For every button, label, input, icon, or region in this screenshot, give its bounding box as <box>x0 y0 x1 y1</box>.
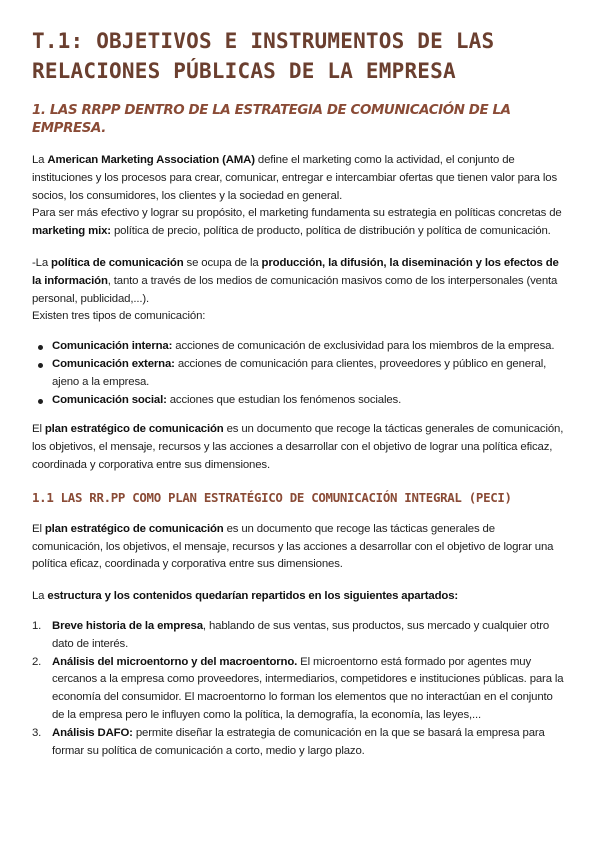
paragraph-politica-comunicacion: -La política de comunicación se ocupa de la producción, la difusión, la diseminación y los efectos de la información, tanto a través de los medios de comunicación masivos como de los interpersonales (venta personal, publicidad,...). <box>32 256 559 305</box>
paragraph-peci: El plan estratégico de comunicación es un documento que recoge las tácticas generales de comunicación, los objetivos, el mensaje, recursos y las acciones a desarrollar con el objetivo de lograr una política eficaz, coordinada y corporativa entre sus dimensiones. <box>32 522 554 571</box>
document-title: T.1: OBJETIVOS E INSTRUMENTOS DE LAS RELACIONES PÚBLICAS DE LA EMPRESA <box>32 29 495 83</box>
paragraph-tipos-intro: Existen tres tipos de comunicación: <box>32 310 206 323</box>
section-heading-1-1: 1.1 LAS RR.PP COMO PLAN ESTRATÉGICO DE COMUNICACIÓN INTEGRAL (PECI) <box>32 489 512 505</box>
list-item: Comunicación externa: acciones de comunicación para clientes, proveedores y público en general, ajeno a la empresa. <box>52 356 568 392</box>
list-item: 3. Análisis DAFO: permite diseñar la estrategia de comunicación en la que se basará la empresa para formar su política de comunicación a corto, medio y largo plazo. <box>32 726 545 757</box>
structure-list <box>32 618 568 760</box>
paragraph-ama: La American Marketing Association (AMA) define el marketing como la actividad, el conjunto de instituciones y los procesos para crear, comunicar, entregar e intercambiar ofertas que tienen valor para los socios, los consumidores, los clientes y la sociedad en general. <box>32 154 557 202</box>
paragraph-estructura: La estructura y los contenidos quedarían repartidos en los siguientes apartados: <box>32 590 459 603</box>
paragraph-marketing-mix: Para ser más efectivo y lograr su propósito, el marketing fundamenta su estrategia en políticas concretas de marketing mix: política de precio, política de producto, política de distribución y política de comunicación. <box>32 207 562 238</box>
section-heading-1: 1. LAS RRPP DENTRO DE LA ESTRATEGIA DE COMUNICACIÓN DE LA EMPRESA. <box>32 103 511 136</box>
list-item: 2. Análisis del microentorno y del macroentorno. El microentorno está formado por agentes muy cercanos a la empresa como proveedores, intermediarios, competidores e instituciones públicas. para la economía del consumidor. El macroentorno lo forman los elementos que no interactúan en el conjunto de la empresa pero le influyen como la política, la demografía, la economía, las leyes,... <box>32 655 564 721</box>
communication-types-list <box>32 338 568 409</box>
list-item: Comunicación interna: acciones de comunicación de exclusividad para los miembros de la empresa. <box>52 338 568 356</box>
list-item: Comunicación social: acciones que estudian los fenómenos sociales. <box>52 392 568 410</box>
list-item: 1. Breve historia de la empresa, hablando de sus ventas, sus productos, sus mercado y cualquier otro dato de interés. <box>32 619 550 650</box>
paragraph-plan-estrategico: El plan estratégico de comunicación es un documento que recoge la tácticas generales de comunicación, los objetivos, el mensaje, recursos y las acciones a desarrollar con el objetivo de lograr una política eficaz, coordinada y corporativa entre sus dimensiones. <box>32 423 564 471</box>
